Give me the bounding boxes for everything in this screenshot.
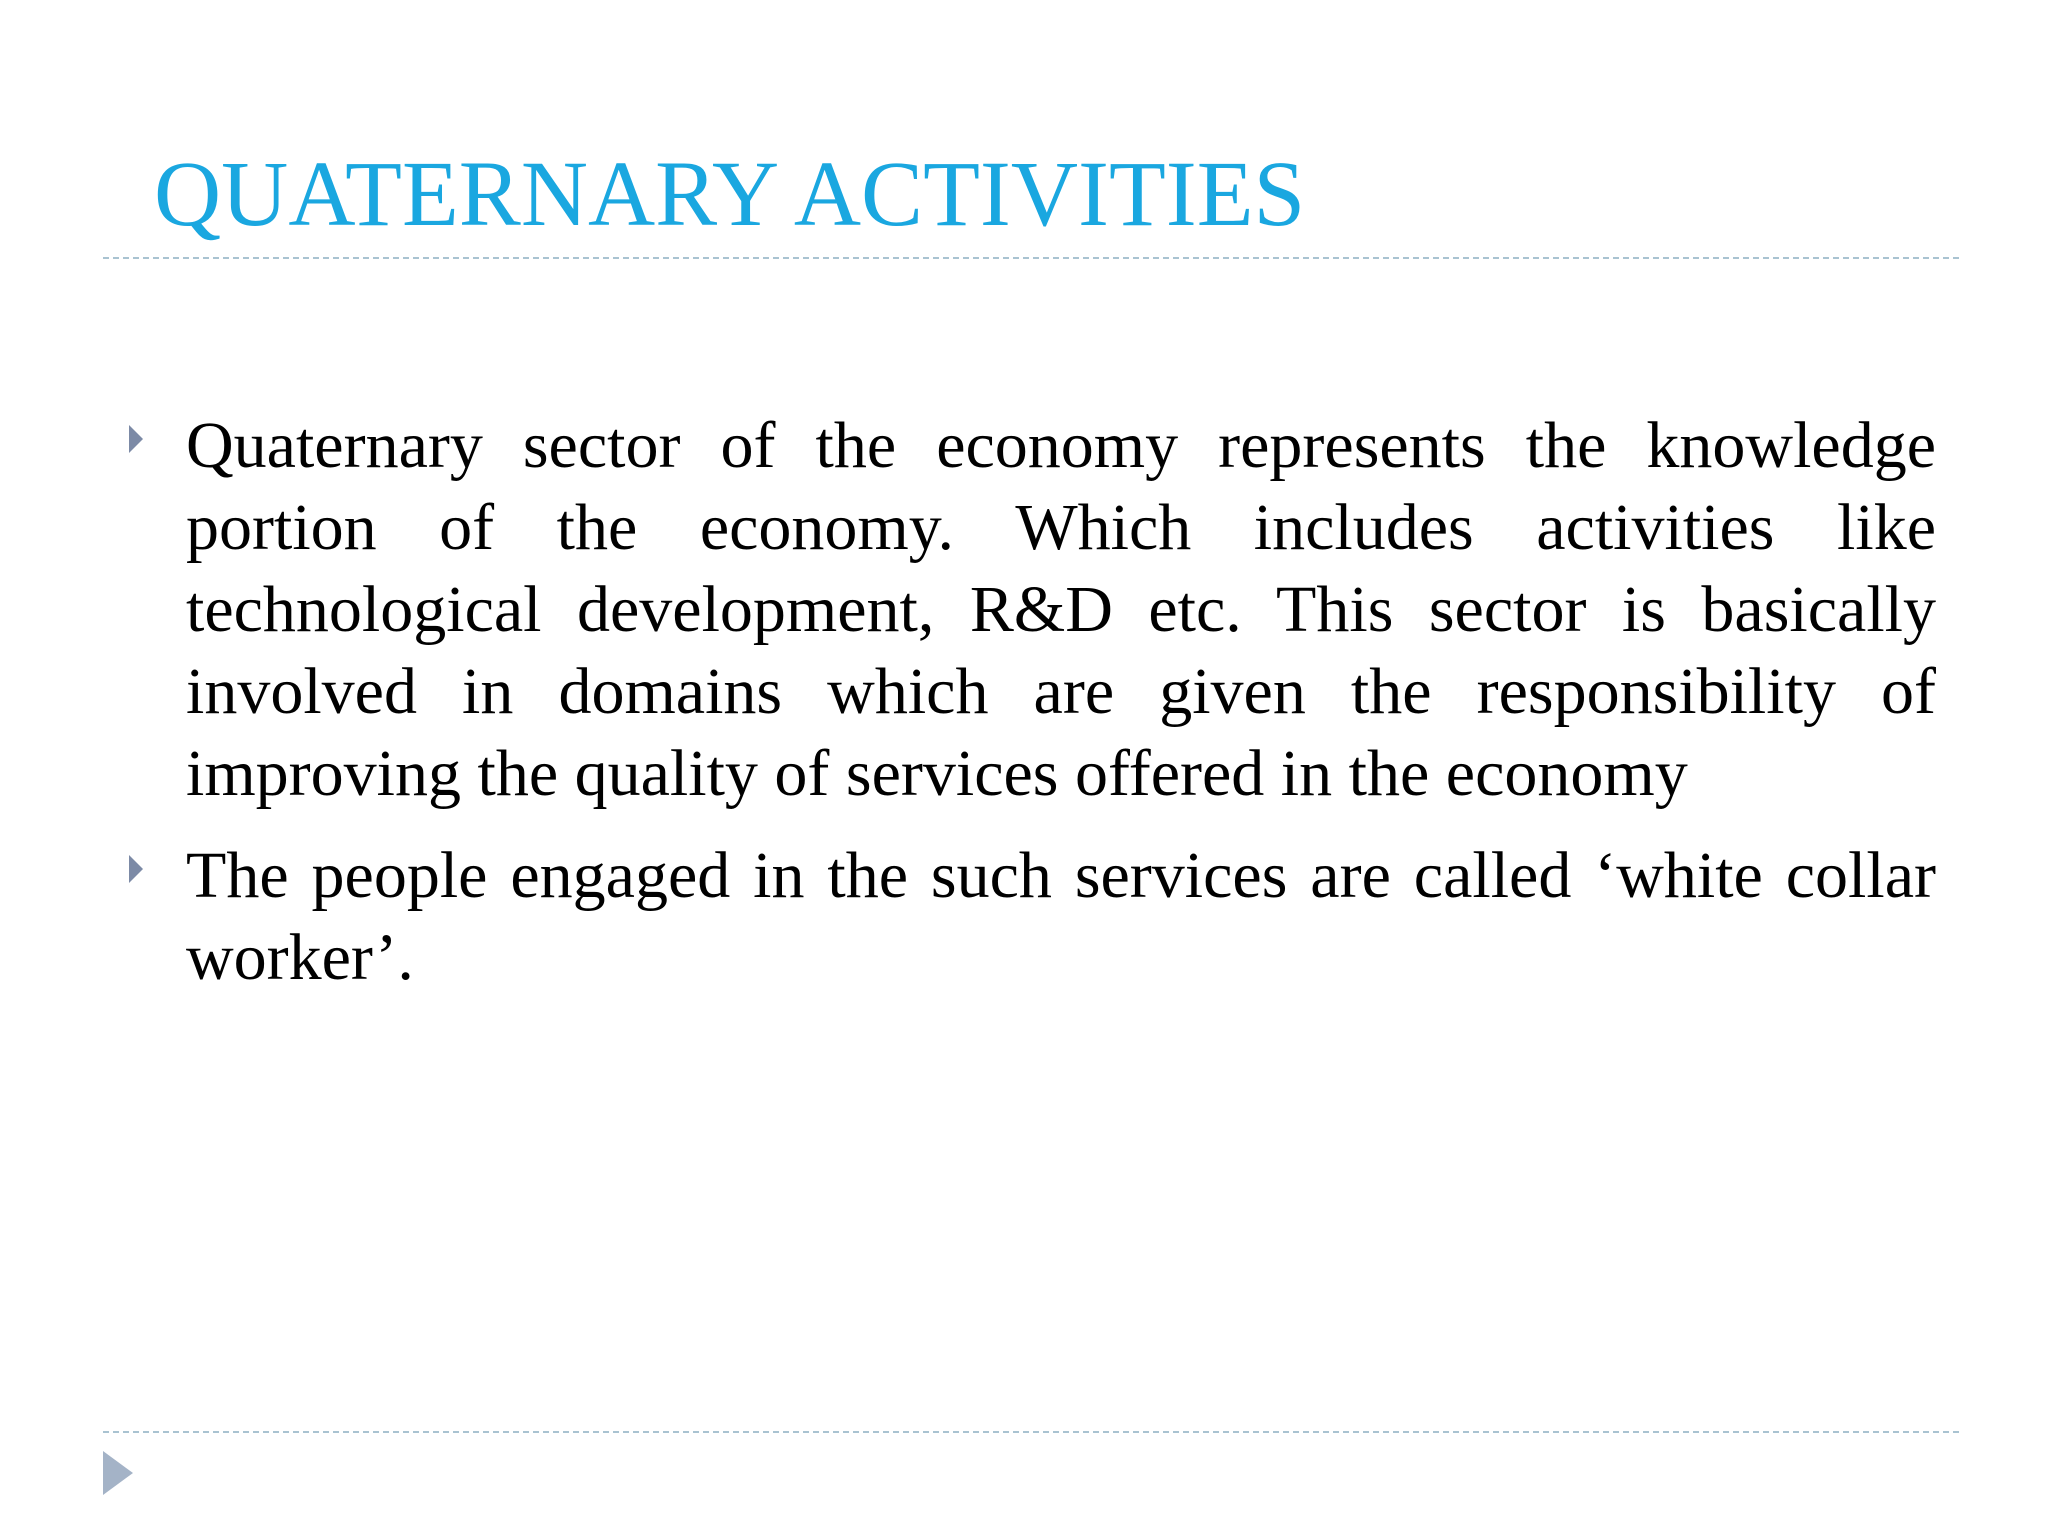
bullet-triangle-icon [129,855,143,883]
bullet-list [0,405,2048,1019]
bullet-text: The people engaged in the such services are called ‘white collar worker’. [186,839,1936,994]
bullet-triangle-icon [129,425,143,453]
bullet-item [0,835,2048,999]
bullet-text: Quaternary sector of the economy represents the knowledge portion of the economy. Which includes activities like technological development, R&D etc. This sector is basically involved in domains which are given the responsibility of improving the quality of services offered in the economy [186,409,1936,810]
title-divider [103,257,1959,259]
footer-divider [103,1431,1959,1433]
slide-title: QUATERNARY ACTIVITIES [154,143,1306,246]
next-slide-arrow-icon[interactable] [103,1451,133,1495]
bullet-item [0,405,2048,815]
